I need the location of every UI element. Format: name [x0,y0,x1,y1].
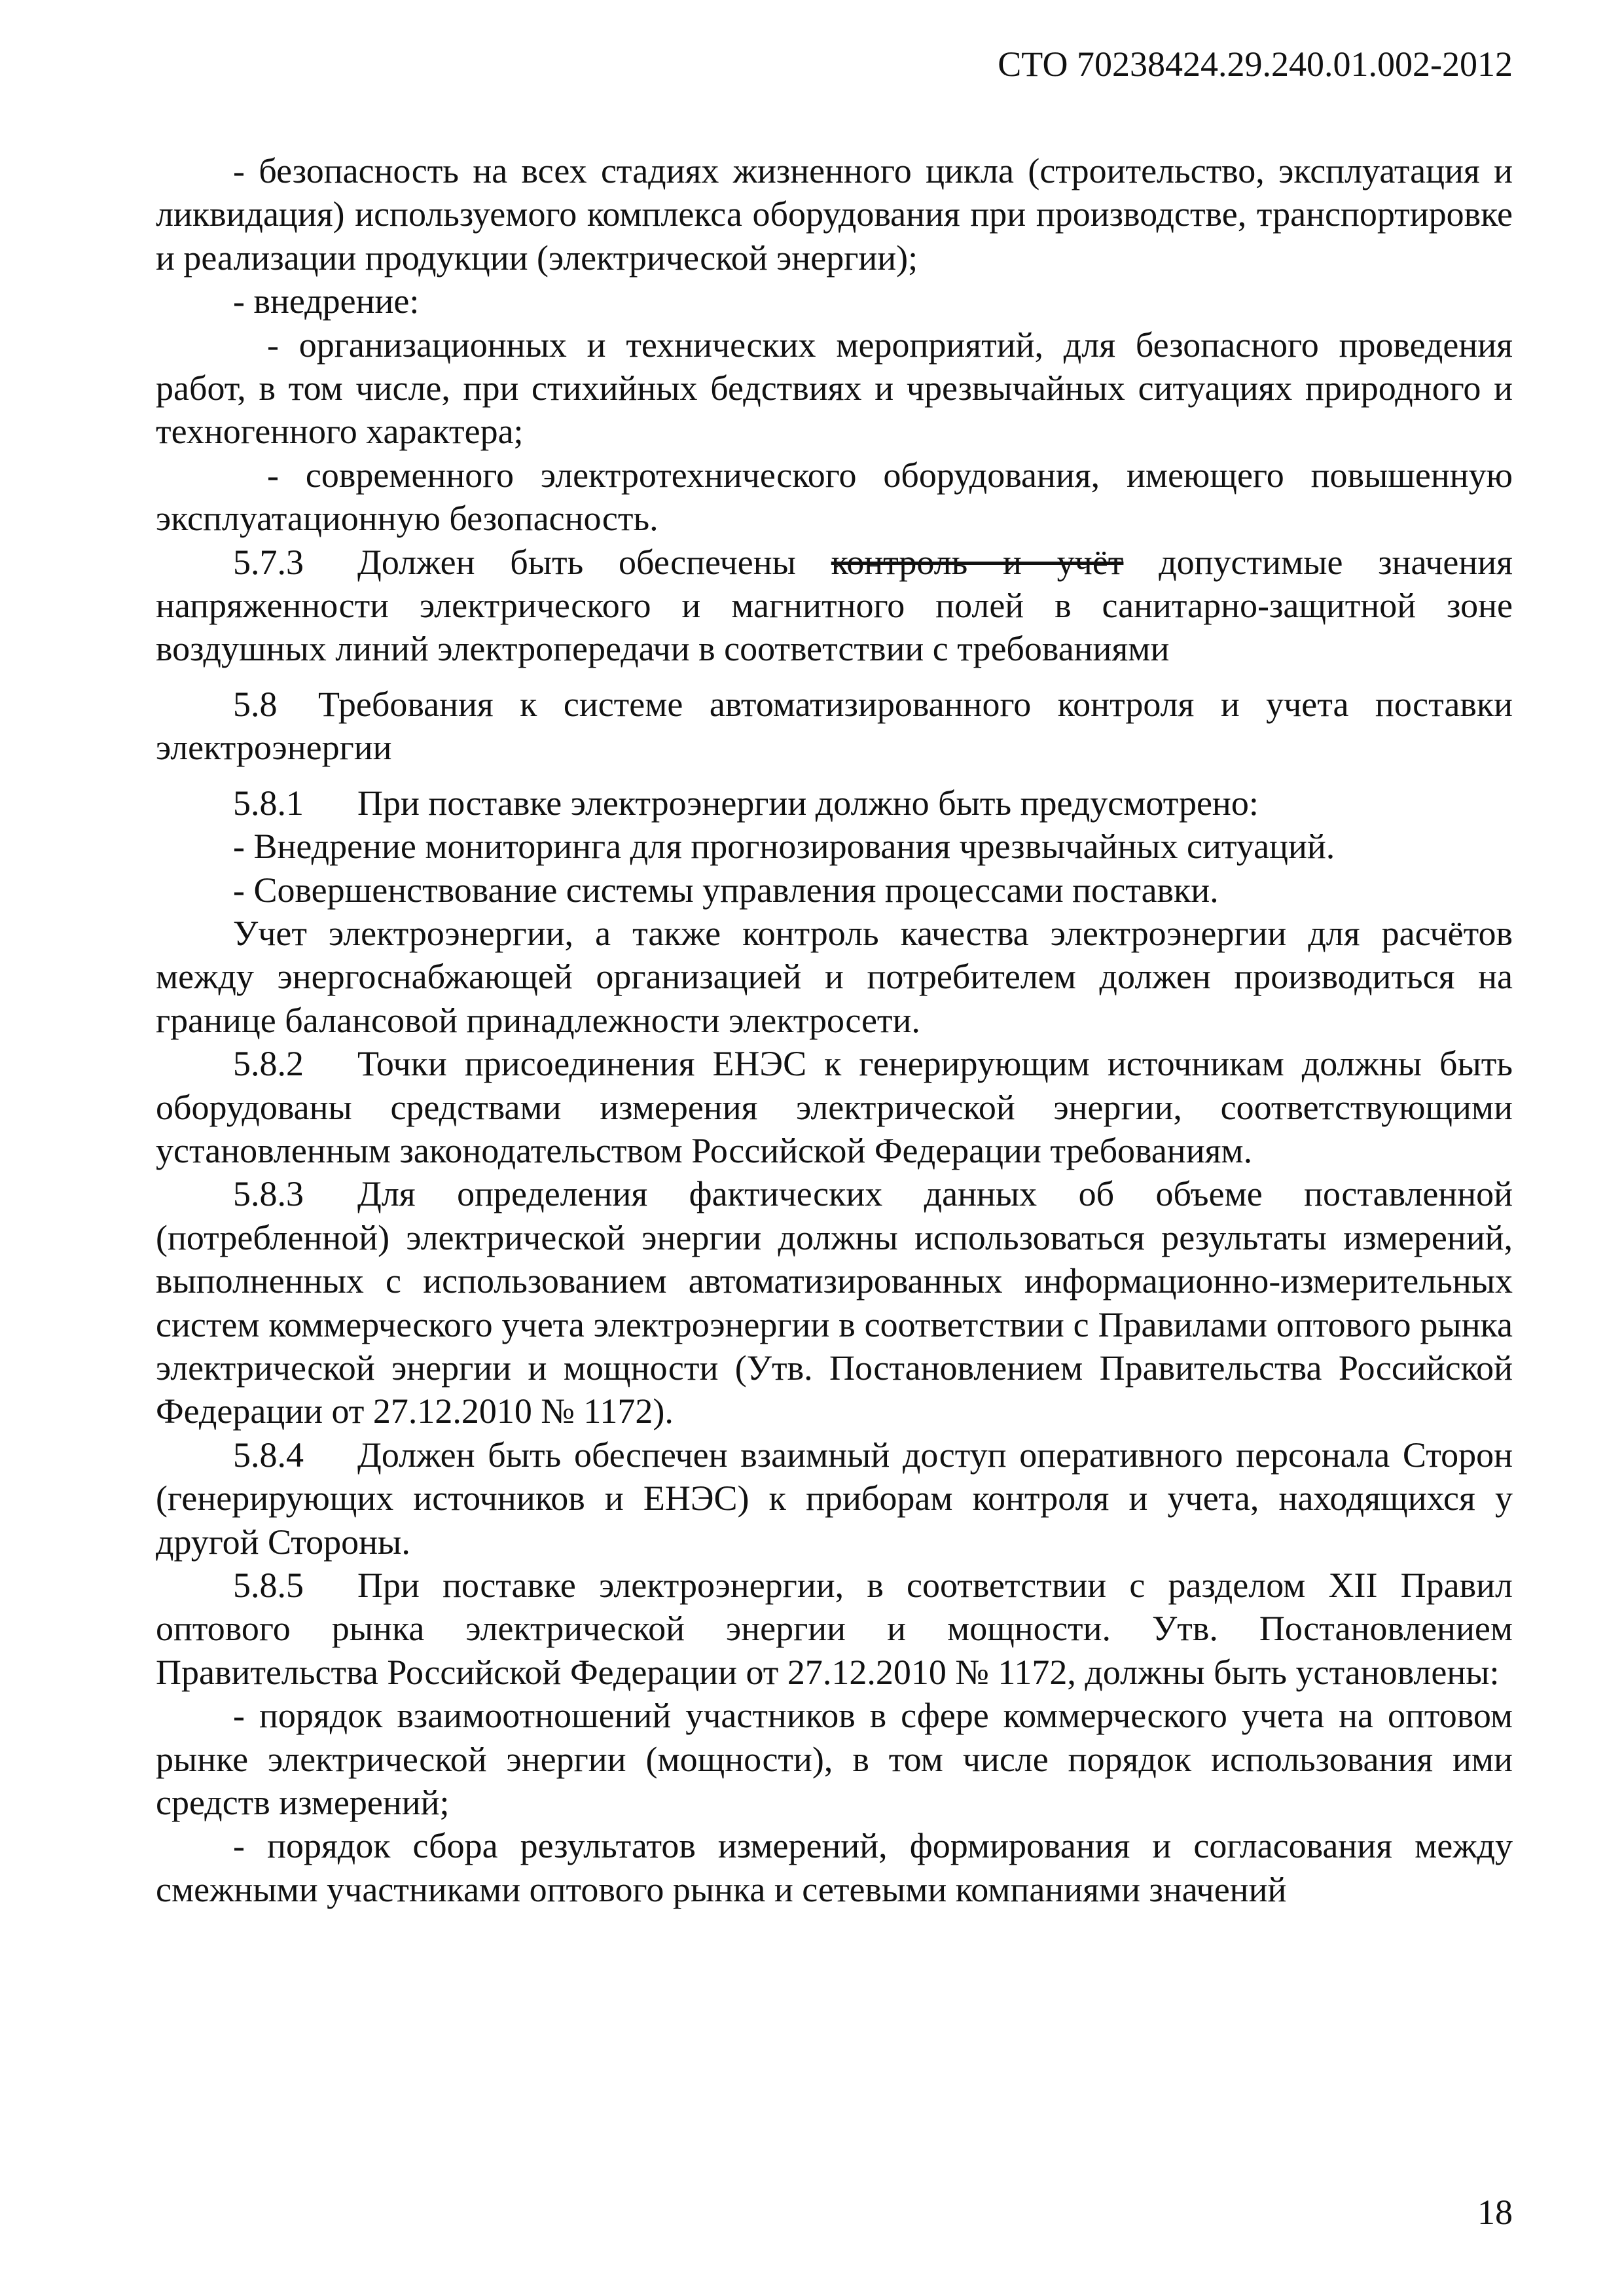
section-text: Для определения фактических данных об объеме поставленной (потребленной) электрической энергии должны использоваться результаты измерений, выполненных с использованием автоматизированных информационно-измерительных систем коммерческого учета электроэнергии в соответствии с Правилами оптового рынка электрической энергии и мощности (Утв. Постановлением Правительства Российской Федерации от 27.12.2010 № 1172). [156,1174,1513,1431]
list-item-control-system: - Совершенствование системы управления процессами поставки. [233,870,1219,910]
section-text: При поставке электроэнергии должно быть предусмотрено: [357,783,1259,823]
section-title: Требования к системе автоматизированного контроля и учета поставки электроэнергии [156,684,1513,768]
section-number: 5.8.1 [233,783,304,823]
section-text: При поставке электроэнергии, в соответствии с разделом XII Правил оптового рынка электрической энергии и мощности. Утв. Постановлением Правительства Российской Федерации от 27.12.2010 № 1172, должны быть установлены: [156,1566,1513,1692]
section-5-7-3 [156,541,1513,671]
section-text: Точки присоединения ЕНЭС к генерирующим источникам должны быть оборудованы средствами измерения электрической энергии, соответствующими установленным законодательством Российской Федерации требованиям. [156,1044,1513,1170]
document-code-header: СТО 70238424.29.240.01.002-2012 [998,45,1513,84]
section-number: 5.8 [233,684,278,724]
list-item-measurement-collection: - порядок сбора результатов измерений, формирования и согласования между смежными участниками оптового рынка и сетевыми компаниями значений [156,1826,1513,1909]
section-number: 5.7.3 [233,542,304,582]
page-number: 18 [1477,2193,1513,2232]
section-5-8-1 [156,781,1513,825]
section-number: 5.8.3 [233,1174,304,1214]
list-item-commercial-metering: - порядок взаимоотношений участников в сфере коммерческого учета на оптовом рынке электрической энергии (мощности), в том числе порядок использования ими средств измерений; [156,1696,1513,1823]
paragraph-safety-lifecycle: - безопасность на всех стадиях жизненного цикла (строительство, эксплуатация и ликвидация) используемого комплекса оборудования при производстве, транспортировке и реализации продукции (электрической энергии); [156,151,1513,278]
paragraph-modern-equipment: - современного электротехнического оборудования, имеющего повышенную эксплуатационную безопасность. [156,455,1513,539]
section-number: 5.8.2 [233,1044,304,1084]
section-5-8-heading [156,683,1513,770]
paragraph-organizational-measures: - организационных и технических мероприятий, для безопасного проведения работ, в том числе, при стихийных бедствиях и чрезвычайных ситуациях природного и техногенного характера; [156,325,1513,452]
section-number: 5.8.5 [233,1566,304,1605]
section-5-8-5 [156,1564,1513,1694]
section-text-start: Должен быть обеспечены [357,542,796,582]
section-5-8-4 [156,1433,1513,1564]
document-body [156,149,1513,1911]
section-5-8-2 [156,1042,1513,1172]
section-text-end: допустимые значения напряженности электрического и магнитного полей в санитарно-защитной зоне воздушных линий электропередачи в соответствии с требованиями [156,542,1513,669]
section-5-8-3 [156,1172,1513,1433]
section-text: Должен быть обеспечен взаимный доступ оперативного персонала Сторон (генерирующих источников и ЕНЭС) к приборам контроля и учета, находящихся у другой Стороны. [156,1435,1513,1562]
struck-text: контроль и учёт [831,542,1124,582]
paragraph-implementation: - внедрение: [233,281,420,321]
paragraph-metering: Учет электроэнергии, а также контроль качества электроэнергии для расчётов между энергоснабжающей организацией и потребителем должен производиться на границе балансовой принадлежности электросети. [156,913,1513,1040]
list-item-monitoring: - Внедрение мониторинга для прогнозирования чрезвычайных ситуаций. [233,827,1335,867]
section-number: 5.8.4 [233,1435,304,1475]
